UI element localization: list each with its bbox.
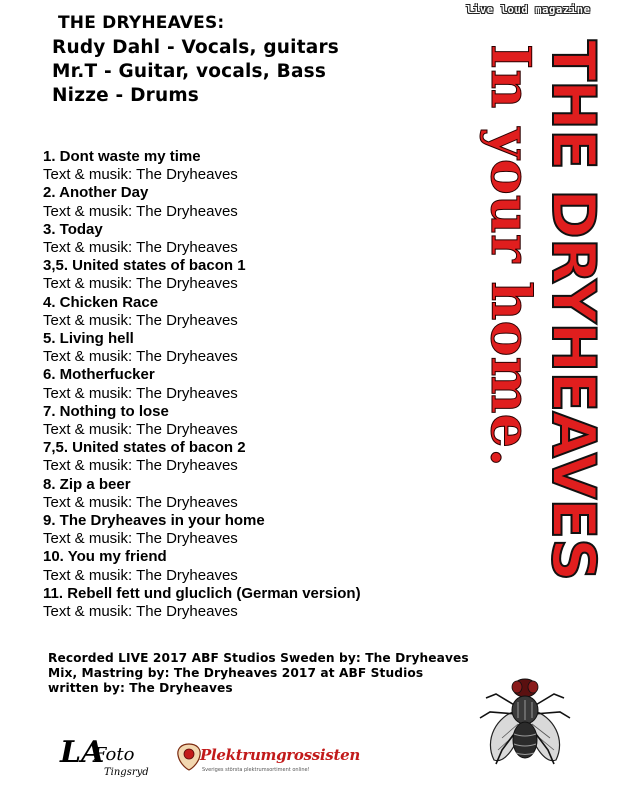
track-title: 1. Dont waste my time — [43, 148, 201, 165]
plektrum-logo-tagline: Sveriges största plektrumsortiment online! — [202, 767, 310, 773]
foto-logo-word: Foto — [94, 744, 135, 765]
track-title: 3. Today — [43, 220, 103, 238]
guitar-pick-icon — [176, 742, 202, 772]
lineup-title: THE DRYHEAVES: — [58, 13, 225, 33]
track-item — [43, 403, 483, 439]
fly-icon — [466, 668, 584, 788]
credit-line: Recorded LIVE 2017 ABF Studios Sweden by: The Dryheaves — [48, 651, 469, 665]
track-item — [43, 439, 483, 475]
credit-line: written by: The Dryheaves — [48, 681, 233, 696]
track-title: 7,5. United states of bacon 2 — [43, 439, 246, 457]
track-item — [43, 330, 483, 366]
plektrumgrossisten-logo — [176, 740, 360, 785]
track-credit: Text & musik: The Dryheaves — [43, 457, 238, 475]
track-credit: Text & musik: The Dryheaves — [43, 603, 238, 621]
track-item — [43, 257, 483, 293]
track-item — [43, 512, 483, 548]
track-title: 3,5. United states of bacon 1 — [43, 257, 246, 275]
track-credit: Text & musik: The Dryheaves — [43, 566, 238, 584]
track-title: 5. Living hell — [43, 330, 134, 348]
track-title: 9. The Dryheaves in your home — [43, 512, 265, 530]
track-title: 11. Rebell fett und gluclich (German version) — [43, 584, 361, 602]
credit-line: Mix, Mastring by: The Dryheaves 2017 at ABF Studios — [48, 666, 424, 681]
track-item — [43, 294, 483, 330]
track-item — [43, 366, 483, 402]
track-item — [43, 184, 483, 220]
track-title: 4. Chicken Race — [43, 293, 159, 311]
track-item — [43, 148, 483, 184]
plektrum-logo-name: Plektrumgrossisten — [200, 746, 360, 764]
band-lineup — [52, 12, 412, 108]
track-title: 2. Another Day — [43, 184, 149, 202]
foto-logo-mark: LA — [60, 735, 105, 770]
track-item — [43, 585, 483, 621]
tracklist — [43, 148, 483, 621]
track-credit: Text & musik: The Dryheaves — [43, 311, 238, 329]
track-credit: Text & musik: The Dryheaves — [43, 202, 238, 220]
foto-tingsryd-logo — [60, 735, 170, 785]
track-title: 7. Nothing to lose — [43, 402, 169, 420]
foto-logo-place: Tingsryd — [104, 767, 149, 778]
track-credit: Text & musik: The Dryheaves — [43, 348, 238, 366]
track-title: 6. Motherfucker — [43, 366, 155, 384]
track-credit: Text & musik: The Dryheaves — [43, 239, 238, 257]
track-item — [43, 221, 483, 257]
track-title: 10. You my friend — [43, 548, 167, 566]
track-credit: Text & musik: The Dryheaves — [43, 384, 238, 402]
lineup-member: Mr.T - Guitar, vocals, Bass — [52, 61, 327, 82]
track-item — [43, 476, 483, 512]
album-name-title: In your home. — [479, 44, 543, 467]
lineup-member: Nizze - Drums — [52, 85, 200, 106]
track-item — [43, 548, 483, 584]
track-credit: Text & musik: The Dryheaves — [43, 421, 238, 439]
track-credit: Text & musik: The Dryheaves — [43, 493, 238, 511]
track-credit: Text & musik: The Dryheaves — [43, 530, 238, 548]
band-name-title: THE DRYHEAVES — [538, 40, 608, 581]
vertical-album-title — [479, 40, 608, 581]
track-title: 8. Zip a beer — [43, 475, 131, 493]
track-credit: Text & musik: The Dryheaves — [43, 166, 238, 184]
lineup-member: Rudy Dahl - Vocals, guitars — [52, 37, 339, 58]
magazine-tag: live loud magazine — [466, 4, 591, 16]
track-credit: Text & musik: The Dryheaves — [43, 275, 238, 293]
